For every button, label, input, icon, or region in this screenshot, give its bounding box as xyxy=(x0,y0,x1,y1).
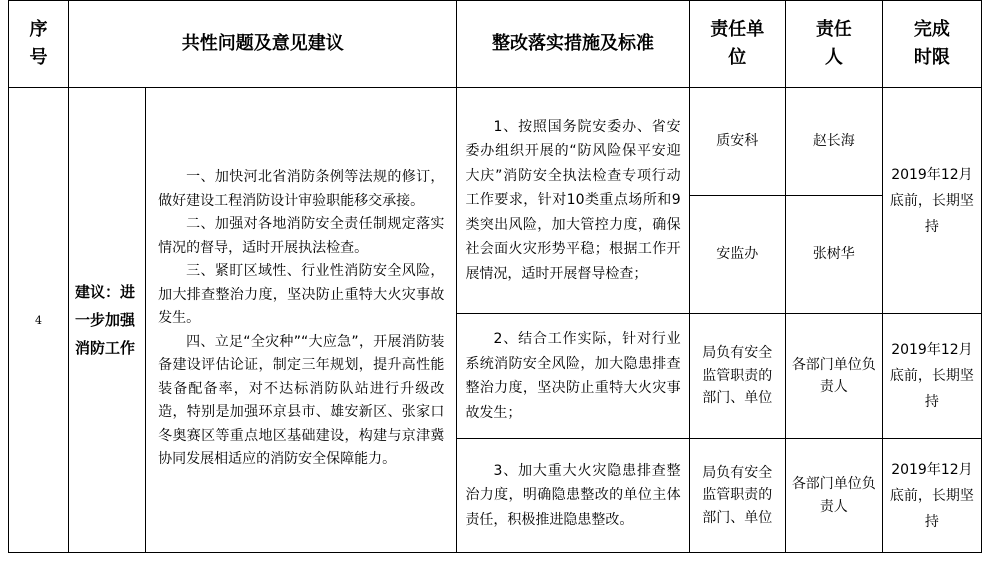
header-deadline: 完成时限 xyxy=(882,1,981,88)
problem-item: 四、立足“全灾种”“大应急”，开展消防装备建设评估论证，制定三年规划，提升高性能装备配备率，对不达标消防队站进行升级改造，特别是加强环京县市、雄安新区、张家口冬奥赛区等重点地区基础建设，构建与京津冀协同发展相适应的消防安全保障能力。 xyxy=(158,333,445,468)
header-seq: 序号 xyxy=(9,1,69,88)
unit-cell: 安监办 xyxy=(689,196,785,314)
deadline-cell: 2019年12月底前，长期坚持 xyxy=(882,88,981,314)
measure-text: 1、按照国务院安委办、省安委办组织开展的“防风险保平安迎大庆”消防安全执法检查专项行动工作要求，针对10类重点场所和9类突出风险，加大管控力度，确保社会面火灾形势平稳；根据工作开展情况，适时开展督导检查； xyxy=(465,118,681,282)
measure-text: 2、结合工作实际，针对行业系统消防安全风险，加大隐患排查整治力度，坚决防止重特大火灾事故发生； xyxy=(465,331,681,421)
deadline-cell: 2019年12月底前，长期坚持 xyxy=(882,439,981,553)
row-seq: 4 xyxy=(9,88,69,553)
table-row xyxy=(9,88,982,196)
measure-cell xyxy=(457,439,689,553)
person-cell: 各部门单位负责人 xyxy=(785,439,882,553)
header-row xyxy=(9,1,982,88)
problem-item: 二、加强对各地消防安全责任制规定落实情况的督导，适时开展执法检查。 xyxy=(158,216,445,256)
header-person: 责任人 xyxy=(785,1,882,88)
rectification-table xyxy=(8,0,982,553)
unit-cell: 局负有安全监管职责的部门、单位 xyxy=(689,439,785,553)
unit-cell: 质安科 xyxy=(689,88,785,196)
person-cell: 各部门单位负责人 xyxy=(785,314,882,439)
header-unit: 责任单位 xyxy=(689,1,785,88)
problem-item: 三、紧盯区域性、行业性消防安全风险，加大排查整治力度，坚决防止重特大火灾事故发生。 xyxy=(158,263,445,327)
problem-cell xyxy=(146,88,457,553)
row-category: 建议：进一步加强消防工作 xyxy=(69,88,146,553)
measure-cell xyxy=(457,314,689,439)
deadline-cell: 2019年12月底前，长期坚持 xyxy=(882,314,981,439)
measure-text: 3、加大重大火灾隐患排查整治力度，明确隐患整改的单位主体责任，积极推进隐患整改。 xyxy=(465,462,681,528)
person-cell: 赵长海 xyxy=(785,88,882,196)
person-cell: 张树华 xyxy=(785,196,882,314)
unit-cell: 局负有安全监管职责的部门、单位 xyxy=(689,314,785,439)
problem-item: 一、加快河北省消防条例等法规的修订，做好建设工程消防设计审验职能移交承接。 xyxy=(158,169,445,209)
header-measure: 整改落实措施及标准 xyxy=(457,1,689,88)
header-problem: 共性问题及意见建议 xyxy=(69,1,457,88)
measure-cell xyxy=(457,88,689,314)
